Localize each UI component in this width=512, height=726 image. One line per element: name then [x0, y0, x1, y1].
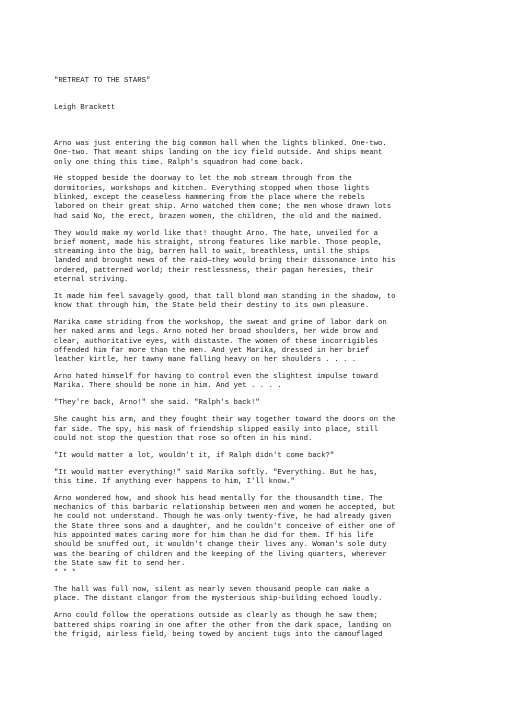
document-page — [54, 58, 464, 648]
paragraph — [54, 469, 464, 488]
text-line: clear, authoritative eyes, with distaste. The women of these incorrigibles — [54, 337, 379, 346]
text-line: the State saw fit to send her. — [54, 559, 186, 568]
text-line: only one thing this time. Ralph's squadron had come back. — [54, 158, 304, 167]
text-line: eternal striving. — [54, 276, 129, 285]
text-line: was the bearing of children and the keeping of the living quarters, wherever — [54, 550, 387, 559]
text-line: "They're back, Arno!" she said. "Ralph's back!" — [54, 399, 260, 408]
text-line: this time. If anything ever happens to him, I'll know." — [54, 477, 295, 486]
text-line: landed and brought news of the raid—they would bring their dissonance into his — [54, 257, 396, 266]
text-line: Arno could follow the operations outside as clearly as though he saw them; — [54, 612, 379, 621]
text-line: It made him feel savagely good, that tall blond man standing in the shadow, to — [54, 292, 396, 301]
text-line: streaming into the big, barren hall to wait, breathless, until the ships — [54, 248, 370, 257]
text-line: had said No, the erect, brazen women, the children, the old and the maimed. — [54, 212, 383, 221]
paragraph — [54, 175, 464, 221]
story-author: Leigh Brackett — [54, 104, 116, 113]
text-line: the State three sons and a daughter, and he couldn't conceive of either one of — [54, 522, 396, 531]
text-line: "It would matter everything!" said Marika softly. "Everything. But he has, — [54, 468, 379, 477]
text-line: They would make my world like that! thought Arno. The hate, unveiled for a — [54, 229, 379, 238]
text-line: ordered, patterned world; their restlessness, their pagan heresies, their — [54, 266, 374, 275]
paragraph — [54, 495, 464, 579]
paragraph — [54, 416, 464, 444]
paragraph — [54, 230, 464, 286]
text-line: he could not understand. Though he was only twenty-five, he had already given — [54, 513, 392, 522]
text-line: The hall was full now, silent as nearly seven thousand people can make a — [54, 586, 370, 595]
text-line: dormitories, workshops and kitchen. Everything stopped when those lights — [54, 184, 370, 193]
paragraph — [54, 140, 464, 168]
text-line: her naked arms and legs. Arno noted her broad shoulders, her wide brow and — [54, 328, 379, 337]
paragraph — [54, 373, 464, 392]
text-line: Arno was just entering the big common hall when the lights blinked. One-two. — [54, 139, 387, 148]
text-line: could not stop the question that rose so often in his mind. — [54, 434, 313, 443]
text-line: * * * — [54, 569, 76, 578]
paragraph — [54, 452, 464, 461]
text-line: brief moment, made his straight, strong features like marble. Those people, — [54, 238, 383, 247]
paragraph — [54, 586, 464, 605]
text-line: Marika. There should be none in him. And yet . . . . — [54, 382, 282, 391]
text-line: labored on their great ship. Arno watched them come; the men whose drawn lots — [54, 203, 392, 212]
text-line: mechanics of this barbaric relationship between men and women he accepted, but — [54, 504, 396, 513]
text-line: "It would matter a lot, wouldn't it, if Ralph didn't come back?" — [54, 451, 335, 460]
paragraph — [54, 319, 464, 365]
text-line: his appointed mates caring more for him than he did for them. If his life — [54, 532, 374, 540]
paragraph — [54, 612, 464, 640]
paragraph — [54, 293, 464, 312]
paragraph — [54, 399, 464, 408]
text-line: know that through him, the State held their destiny to its own pleasure. — [54, 302, 370, 311]
text-line: blinked, except the ceaseless hammering from the place where the rebels — [54, 194, 365, 203]
story-body — [54, 140, 464, 640]
text-line: far side. The spy, his mask of friendship slipped easily into place, still — [54, 425, 379, 434]
text-line: Arno wondered how, and shook his head mentally for the thousandth time. The — [54, 494, 383, 503]
text-line: should be snuffed out, it wouldn't change their lives any. Woman's sole duty — [54, 541, 387, 550]
story-title: "RETREAT TO THE STARS" — [54, 76, 151, 85]
text-line: One-two. That meant ships landing on the icy field outside. And ships meant — [54, 149, 383, 158]
text-line: offended him far more than the men. And yet Marika, dressed in her brief — [54, 346, 370, 355]
story-header — [54, 58, 464, 132]
text-line: leather kirtle, her tawny mane falling heavy on her shoulders . . . . — [54, 356, 357, 365]
text-line: battered ships roaring in one after the other from the dark space, landing on — [54, 621, 392, 630]
text-line: place. The distant clangor from the mysterious ship-building echoed loudly. — [54, 595, 383, 604]
text-line: the frigid, airless field, being towed by ancient tugs into the camouflaged — [54, 630, 383, 639]
text-line: Marika came striding from the workshop, the sweat and grime of labor dark on — [54, 319, 387, 328]
text-line: Arno hated himself for having to control even the slightest impulse toward — [54, 373, 379, 382]
text-line: She caught his arm, and they fought their way together toward the doors on the — [54, 416, 396, 425]
text-line: He stopped beside the doorway to let the mob stream through from the — [54, 175, 352, 184]
